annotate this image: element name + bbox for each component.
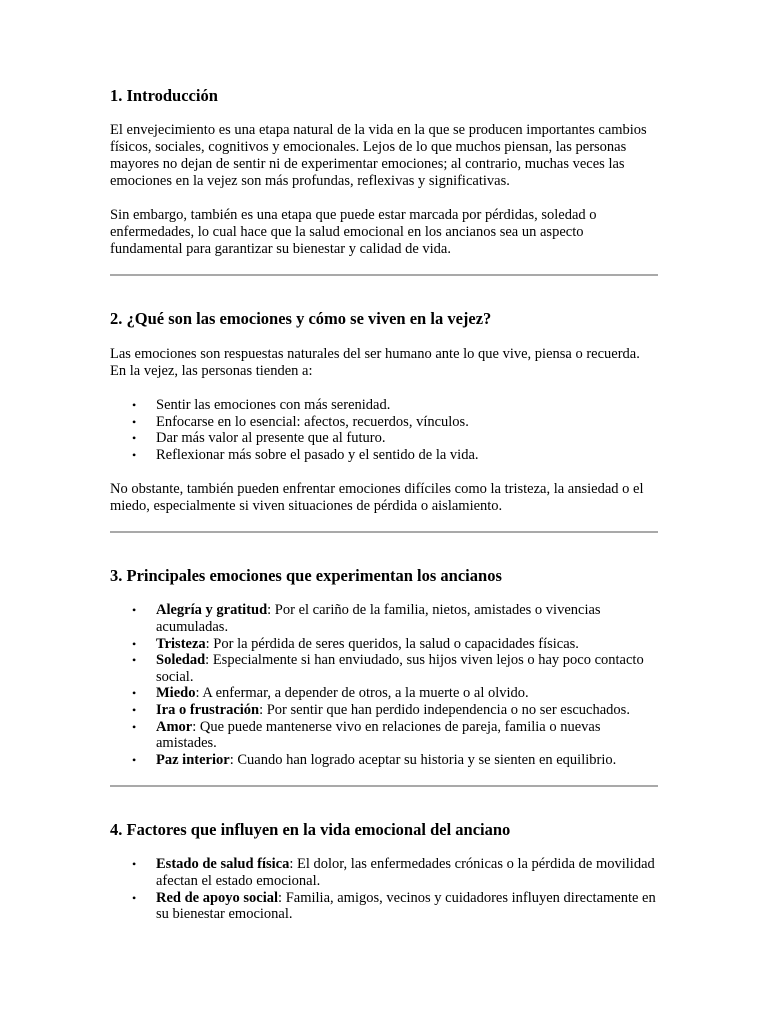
list-item xyxy=(132,430,658,447)
list-item-term: Red de apoyo social xyxy=(156,889,279,906)
section-3-list xyxy=(110,602,658,768)
section-1-paragraph-1: El envejecimiento es una etapa natural de la vida en la que se producen importantes cambios físicos, sociales, cognitivos y emocionales. Lejos de lo que muchos piensan, las personas mayores no dejan de sentir ni de experimentar emociones; al contrario, muchas veces las emociones en la vejez son más profundas, reflexivas y significativas. xyxy=(110,122,647,189)
list-item xyxy=(132,718,658,752)
list-item-text: : Especialmente si han enviudado, sus hijos viven lejos o hay poco contacto social. xyxy=(156,652,644,685)
section-1-heading: 1. Introducción xyxy=(110,86,218,105)
list-item-term: Miedo xyxy=(156,685,196,702)
list-item xyxy=(132,602,658,635)
list-item-text: : Que puede mantenerse vivo en relaciones de pareja, familia o nuevas amistades. xyxy=(156,718,601,752)
section-2-outro: No obstante, también pueden enfrentar emociones difíciles como la tristeza, la ansiedad o el miedo, especialmente si viven situaciones de pérdida o aislamiento. xyxy=(110,481,644,515)
list-item-text: Dar más valor al presente que al futuro. xyxy=(156,430,386,447)
list-item-text: : Por sentir que han perdido independencia o no ser escuchados. xyxy=(259,701,630,718)
section-divider xyxy=(110,785,658,787)
section-3-heading: 3. Principales emociones que experimentan los ancianos xyxy=(110,566,502,586)
document-page xyxy=(110,86,658,923)
list-item xyxy=(132,397,658,414)
section-2-intro: Las emociones son respuestas naturales del ser humano ante lo que vive, piensa o recuerda. En la vejez, las personas tienden a: xyxy=(110,346,640,379)
list-item-text: : A enfermar, a depender de otros, a la muerte o al olvido. xyxy=(195,685,529,702)
section-divider xyxy=(110,274,658,276)
bullet-icon: • xyxy=(132,431,137,446)
section-2-heading: 2. ¿Qué son las emociones y cómo se viven en la vejez? xyxy=(110,309,492,328)
list-item-text: : Por el cariño de la familia, nietos, amistades o vivencias acumuladas. xyxy=(156,602,601,635)
bullet-icon: • xyxy=(132,719,137,734)
list-item-term: Tristeza xyxy=(156,635,206,652)
list-item-term: Soledad xyxy=(156,652,206,669)
list-item xyxy=(132,856,658,889)
list-item xyxy=(132,751,658,769)
list-item-term: Paz interior xyxy=(156,751,230,768)
bullet-icon: • xyxy=(132,414,137,429)
section-divider xyxy=(110,531,658,533)
list-item xyxy=(132,652,658,685)
list-item-text: : Por la pérdida de seres queridos, la salud o capacidades físicas. xyxy=(205,635,579,652)
list-item-text: Sentir las emociones con más serenidad. xyxy=(156,397,391,413)
bullet-icon: • xyxy=(132,447,137,462)
bullet-icon: • xyxy=(132,398,137,412)
list-item-text: : Cuando han logrado aceptar su historia y se sienten en equilibrio. xyxy=(229,751,617,768)
list-item xyxy=(132,635,658,653)
list-item xyxy=(132,889,658,923)
list-item-term: Ira o frustración xyxy=(156,701,260,718)
section-2-list xyxy=(110,397,658,463)
list-item-text: : Familia, amigos, vecinos y cuidadores influyen directamente en su bienestar emocional. xyxy=(156,889,656,923)
bullet-icon: • xyxy=(132,686,137,701)
list-item xyxy=(132,413,658,431)
list-item xyxy=(132,446,658,464)
section-4-heading: 4. Factores que influyen en la vida emocional del anciano xyxy=(110,820,511,840)
list-item-text: Enfocarse en lo esencial: afectos, recuerdos, vínculos. xyxy=(156,413,469,430)
bullet-icon: • xyxy=(132,603,137,618)
list-item-term: Amor xyxy=(156,718,193,735)
list-item xyxy=(132,685,658,702)
list-item-text: Reflexionar más sobre el pasado y el sentido de la vida. xyxy=(156,446,479,463)
bullet-icon: • xyxy=(132,752,137,767)
list-item xyxy=(132,701,658,719)
list-item-text: : El dolor, las enfermedades crónicas o la pérdida de movilidad afectan el estado emocional. xyxy=(156,856,655,889)
bullet-icon: • xyxy=(132,636,137,651)
list-item-term: Alegría y gratitud xyxy=(156,602,268,619)
bullet-icon: • xyxy=(132,653,137,668)
bullet-icon: • xyxy=(132,857,137,872)
bullet-icon: • xyxy=(132,702,137,717)
bullet-icon: • xyxy=(132,890,137,905)
section-4-list xyxy=(110,856,658,922)
list-item-term: Estado de salud física xyxy=(156,856,290,873)
section-1-paragraph-2: Sin embargo, también es una etapa que puede estar marcada por pérdidas, soledad o enfermedades, lo cual hace que la salud emocional en los ancianos sea un aspecto fundamental para garantizar su bienestar y calidad de vida. xyxy=(110,207,597,257)
